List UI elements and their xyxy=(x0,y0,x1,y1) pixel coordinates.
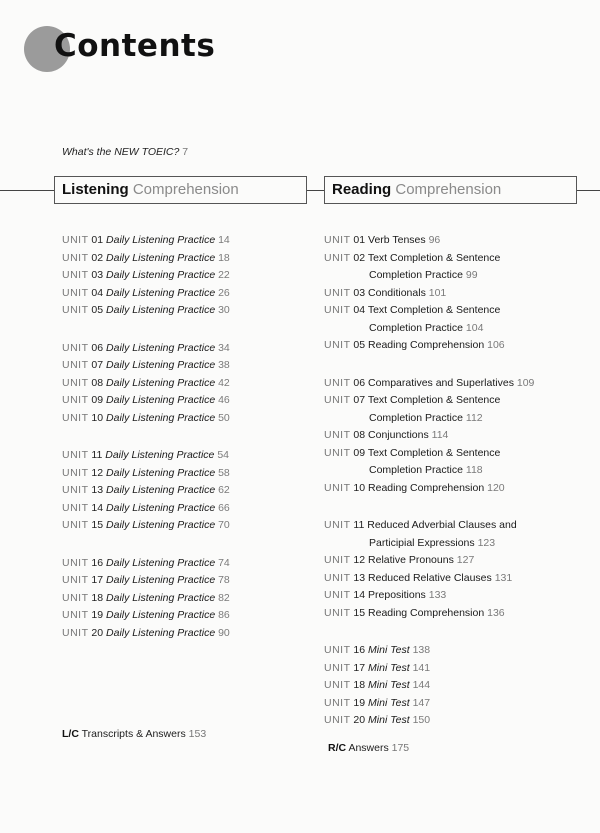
unit-number: 06 xyxy=(353,376,366,389)
unit-number: 04 xyxy=(91,286,104,299)
unit-page: 114 xyxy=(431,429,449,441)
unit-title: Conjunctions xyxy=(368,429,429,441)
unit-title: Daily Listening Practice xyxy=(106,394,216,406)
unit-number: 15 xyxy=(91,519,104,531)
unit-number: 13 xyxy=(91,484,104,496)
unit-label: UNIT xyxy=(62,251,89,264)
lc-footer-page: 153 xyxy=(188,728,207,740)
unit-title: Daily Listening Practice xyxy=(106,251,216,264)
rc-footer-entry[interactable] xyxy=(328,742,409,754)
unit-entry[interactable] xyxy=(324,552,534,570)
unit-number: 18 xyxy=(353,679,366,691)
rc-footer-text: Answers xyxy=(348,742,389,754)
unit-number: 11 xyxy=(353,519,365,531)
unit-label: UNIT xyxy=(324,286,351,299)
intro-entry[interactable] xyxy=(62,146,188,158)
unit-label: UNIT xyxy=(62,556,89,569)
unit-number: 09 xyxy=(353,446,366,459)
intro-page: 7 xyxy=(182,146,189,158)
unit-title-continued: Completion Practice xyxy=(369,321,463,334)
unit-number: 07 xyxy=(91,359,104,371)
unit-entry[interactable] xyxy=(324,375,534,393)
unit-entry[interactable] xyxy=(62,302,230,320)
unit-number: 16 xyxy=(91,556,104,569)
rc-footer-page: 175 xyxy=(391,742,410,754)
unit-page: 136 xyxy=(487,606,505,619)
unit-entry[interactable] xyxy=(324,695,534,713)
unit-entry[interactable] xyxy=(324,605,534,623)
unit-page: 66 xyxy=(218,501,230,514)
unit-page: 58 xyxy=(218,466,230,479)
unit-title: Daily Listening Practice xyxy=(106,466,216,479)
unit-entry-continued xyxy=(324,535,534,553)
unit-page: 30 xyxy=(218,304,230,316)
unit-label: UNIT xyxy=(324,304,351,316)
unit-entry[interactable] xyxy=(62,590,230,608)
unit-title: Mini Test xyxy=(368,696,410,709)
unit-label: UNIT xyxy=(62,341,89,354)
unit-title: Daily Listening Practice xyxy=(106,501,216,514)
unit-entry[interactable] xyxy=(62,392,230,410)
unit-label: UNIT xyxy=(62,286,89,299)
unit-label: UNIT xyxy=(62,411,89,424)
unit-group xyxy=(324,642,534,730)
listening-unit-list xyxy=(62,232,230,662)
unit-number: 14 xyxy=(353,589,366,601)
unit-label: UNIT xyxy=(324,571,351,584)
unit-entry[interactable] xyxy=(62,555,230,573)
unit-title: Daily Listening Practice xyxy=(106,341,216,354)
unit-entry[interactable] xyxy=(324,660,534,678)
unit-label: UNIT xyxy=(62,269,89,281)
unit-number: 08 xyxy=(91,376,104,389)
unit-number: 10 xyxy=(353,481,366,494)
unit-label: UNIT xyxy=(324,606,351,619)
unit-number: 01 xyxy=(353,234,366,246)
reading-light: Comprehension xyxy=(395,181,502,198)
unit-page: 144 xyxy=(412,679,431,691)
unit-title: Daily Listening Practice xyxy=(105,449,215,461)
unit-entry[interactable] xyxy=(324,642,534,660)
unit-title: Mini Test xyxy=(368,679,410,691)
unit-title: Daily Listening Practice xyxy=(106,626,216,639)
unit-page: 120 xyxy=(487,481,505,494)
unit-entry[interactable] xyxy=(324,445,534,463)
unit-label: UNIT xyxy=(62,376,89,389)
unit-page: 112 xyxy=(465,411,483,424)
unit-entry[interactable] xyxy=(324,392,534,410)
unit-title: Daily Listening Practice xyxy=(106,556,216,569)
unit-title: Daily Listening Practice xyxy=(106,269,216,281)
unit-title: Mini Test xyxy=(368,714,410,726)
unit-number: 19 xyxy=(91,609,104,621)
unit-title: Daily Listening Practice xyxy=(106,591,216,604)
reading-unit-list xyxy=(324,232,534,750)
unit-page: 96 xyxy=(428,234,441,246)
unit-group xyxy=(324,517,534,622)
reading-section-header xyxy=(324,176,577,204)
unit-entry[interactable] xyxy=(62,340,230,358)
unit-label: UNIT xyxy=(324,696,351,709)
unit-title: Reading Comprehension xyxy=(368,481,485,494)
rule-middle xyxy=(306,190,324,191)
unit-title: Daily Listening Practice xyxy=(106,234,216,246)
unit-page: 78 xyxy=(218,574,230,586)
unit-page: 34 xyxy=(218,341,230,354)
unit-title: Daily Listening Practice xyxy=(106,376,216,389)
unit-page: 150 xyxy=(412,714,431,726)
listening-bold: Listening xyxy=(62,181,129,198)
unit-number: 15 xyxy=(353,606,366,619)
unit-number: 01 xyxy=(91,234,104,246)
unit-title: Reduced Relative Clauses xyxy=(368,571,492,584)
unit-number: 17 xyxy=(91,574,104,586)
unit-label: UNIT xyxy=(324,234,351,246)
unit-entry-continued xyxy=(324,320,534,338)
unit-page: 70 xyxy=(218,519,230,531)
unit-title: Daily Listening Practice xyxy=(106,609,216,621)
unit-page: 138 xyxy=(412,644,431,656)
unit-page: 147 xyxy=(412,696,431,709)
unit-entry[interactable] xyxy=(324,570,534,588)
unit-page: 104 xyxy=(465,321,484,334)
unit-number: 16 xyxy=(353,644,366,656)
unit-page: 82 xyxy=(218,591,230,604)
unit-entry[interactable] xyxy=(62,482,230,500)
unit-page: 90 xyxy=(218,626,230,639)
reading-bold: Reading xyxy=(332,181,392,198)
unit-number: 14 xyxy=(91,501,104,514)
unit-label: UNIT xyxy=(62,591,89,604)
unit-number: 10 xyxy=(91,411,104,424)
unit-number: 17 xyxy=(353,661,366,674)
unit-page: 133 xyxy=(428,589,447,601)
unit-entry[interactable] xyxy=(62,410,230,428)
unit-entry[interactable] xyxy=(324,712,534,730)
unit-label: UNIT xyxy=(62,304,89,316)
unit-entry[interactable] xyxy=(62,500,230,518)
intro-text: What's the NEW TOEIC? xyxy=(62,146,180,158)
unit-title: Reading Comprehension xyxy=(368,339,485,351)
unit-label: UNIT xyxy=(62,626,89,639)
unit-group xyxy=(62,232,230,320)
unit-page: 54 xyxy=(217,449,229,461)
unit-entry[interactable] xyxy=(62,375,230,393)
unit-number: 03 xyxy=(91,269,104,281)
unit-number: 12 xyxy=(91,466,104,479)
unit-page: 38 xyxy=(218,359,230,371)
unit-label: UNIT xyxy=(324,429,351,441)
unit-label: UNIT xyxy=(62,501,89,514)
unit-number: 19 xyxy=(353,696,366,709)
page-title: Contents xyxy=(54,28,216,64)
unit-entry[interactable] xyxy=(62,447,230,465)
unit-page: 99 xyxy=(465,269,478,281)
unit-page: 123 xyxy=(477,536,496,549)
unit-label: UNIT xyxy=(62,484,89,496)
unit-number: 13 xyxy=(353,571,366,584)
unit-entry[interactable] xyxy=(62,625,230,643)
unit-title: Text Completion & Sentence xyxy=(367,304,501,316)
unit-entry[interactable] xyxy=(62,357,230,375)
unit-number: 03 xyxy=(353,286,366,299)
unit-title: Daily Listening Practice xyxy=(106,286,216,299)
unit-number: 05 xyxy=(91,304,104,316)
unit-entry[interactable] xyxy=(324,677,534,695)
unit-number: 02 xyxy=(91,251,104,264)
unit-label: UNIT xyxy=(324,376,351,389)
unit-title: Reduced Adverbial Clauses and xyxy=(367,519,517,531)
unit-label: UNIT xyxy=(324,519,351,531)
unit-label: UNIT xyxy=(62,449,89,461)
unit-entry[interactable] xyxy=(324,337,534,355)
unit-title: Daily Listening Practice xyxy=(106,304,216,316)
unit-number: 18 xyxy=(91,591,104,604)
unit-title: Text Completion & Sentence xyxy=(367,394,501,406)
unit-entry-continued xyxy=(324,267,534,285)
unit-title: Daily Listening Practice xyxy=(106,574,216,586)
unit-label: UNIT xyxy=(324,644,351,656)
unit-page: 14 xyxy=(218,234,230,246)
unit-number: 20 xyxy=(91,626,104,639)
lc-footer-entry[interactable] xyxy=(62,728,206,740)
unit-entry[interactable] xyxy=(324,517,534,535)
unit-entry[interactable] xyxy=(324,302,534,320)
unit-group xyxy=(324,375,534,498)
unit-entry[interactable] xyxy=(62,517,230,535)
unit-entry[interactable] xyxy=(62,465,230,483)
unit-title: Conditionals xyxy=(368,286,426,299)
unit-title: Text Completion & Sentence xyxy=(367,446,501,459)
unit-entry-continued xyxy=(324,410,534,428)
unit-title: Daily Listening Practice xyxy=(106,484,216,496)
unit-label: UNIT xyxy=(324,714,351,726)
listening-section-header xyxy=(54,176,307,204)
unit-entry[interactable] xyxy=(62,250,230,268)
unit-group xyxy=(62,340,230,428)
unit-title: Prepositions xyxy=(368,589,426,601)
unit-page: 46 xyxy=(218,394,230,406)
unit-label: UNIT xyxy=(324,554,351,566)
unit-number: 07 xyxy=(353,394,366,406)
unit-page: 26 xyxy=(218,286,230,299)
unit-title-continued: Participial Expressions xyxy=(369,536,475,549)
unit-page: 106 xyxy=(487,339,505,351)
unit-title: Verb Tenses xyxy=(368,234,426,246)
unit-title: Text Completion & Sentence xyxy=(367,251,501,264)
unit-number: 08 xyxy=(353,429,366,441)
unit-entry[interactable] xyxy=(62,572,230,590)
unit-title: Daily Listening Practice xyxy=(106,411,216,424)
unit-group xyxy=(62,555,230,643)
listening-light: Comprehension xyxy=(132,181,239,198)
unit-label: UNIT xyxy=(62,519,89,531)
unit-label: UNIT xyxy=(62,359,89,371)
unit-page: 50 xyxy=(218,411,230,424)
unit-number: 20 xyxy=(353,714,366,726)
unit-entry[interactable] xyxy=(324,427,534,445)
unit-number: 11 xyxy=(91,449,103,461)
unit-label: UNIT xyxy=(62,234,89,246)
unit-label: UNIT xyxy=(62,609,89,621)
unit-page: 109 xyxy=(516,376,535,389)
unit-title-continued: Completion Practice xyxy=(369,411,463,424)
unit-title-continued: Completion Practice xyxy=(369,269,463,281)
unit-number: 05 xyxy=(353,339,366,351)
unit-label: UNIT xyxy=(324,589,351,601)
unit-page: 131 xyxy=(494,571,513,584)
unit-label: UNIT xyxy=(62,394,89,406)
unit-label: UNIT xyxy=(324,394,351,406)
rule-right xyxy=(576,190,600,191)
unit-entry[interactable] xyxy=(324,285,534,303)
unit-label: UNIT xyxy=(62,574,89,586)
unit-entry[interactable] xyxy=(62,267,230,285)
unit-number: 06 xyxy=(91,341,104,354)
unit-page: 22 xyxy=(218,269,230,281)
unit-label: UNIT xyxy=(324,339,351,351)
unit-entry[interactable] xyxy=(62,285,230,303)
rc-footer-bold: R/C xyxy=(328,742,347,754)
unit-page: 118 xyxy=(465,464,483,476)
unit-title: Relative Pronouns xyxy=(368,554,454,566)
unit-entry[interactable] xyxy=(324,587,534,605)
unit-label: UNIT xyxy=(324,446,351,459)
unit-entry-continued xyxy=(324,462,534,480)
rule-left xyxy=(0,190,54,191)
unit-title: Mini Test xyxy=(368,644,410,656)
unit-entry[interactable] xyxy=(62,607,230,625)
unit-entry[interactable] xyxy=(324,250,534,268)
unit-title-continued: Completion Practice xyxy=(369,464,463,476)
unit-page: 86 xyxy=(218,609,230,621)
unit-title: Reading Comprehension xyxy=(368,606,485,619)
unit-number: 02 xyxy=(353,251,366,264)
unit-page: 127 xyxy=(456,554,475,566)
unit-entry[interactable] xyxy=(62,232,230,250)
unit-title: Daily Listening Practice xyxy=(106,519,216,531)
lc-footer-text: Transcripts & Answers xyxy=(81,728,186,740)
unit-entry[interactable] xyxy=(324,480,534,498)
unit-title: Comparatives and Superlatives xyxy=(368,376,514,389)
unit-group xyxy=(324,232,534,355)
unit-page: 62 xyxy=(218,484,230,496)
unit-page: 18 xyxy=(218,251,230,264)
unit-number: 12 xyxy=(353,554,366,566)
unit-label: UNIT xyxy=(62,466,89,479)
unit-page: 42 xyxy=(218,376,230,389)
unit-page: 141 xyxy=(412,661,431,674)
unit-label: UNIT xyxy=(324,661,351,674)
unit-label: UNIT xyxy=(324,251,351,264)
unit-number: 04 xyxy=(353,304,366,316)
unit-title: Mini Test xyxy=(368,661,410,674)
unit-number: 09 xyxy=(91,394,104,406)
unit-entry[interactable] xyxy=(324,232,534,250)
unit-page: 101 xyxy=(428,286,447,299)
unit-label: UNIT xyxy=(324,679,351,691)
unit-label: UNIT xyxy=(324,481,351,494)
unit-title: Daily Listening Practice xyxy=(106,359,216,371)
unit-group xyxy=(62,447,230,535)
unit-page: 74 xyxy=(218,556,230,569)
lc-footer-bold: L/C xyxy=(62,728,79,740)
